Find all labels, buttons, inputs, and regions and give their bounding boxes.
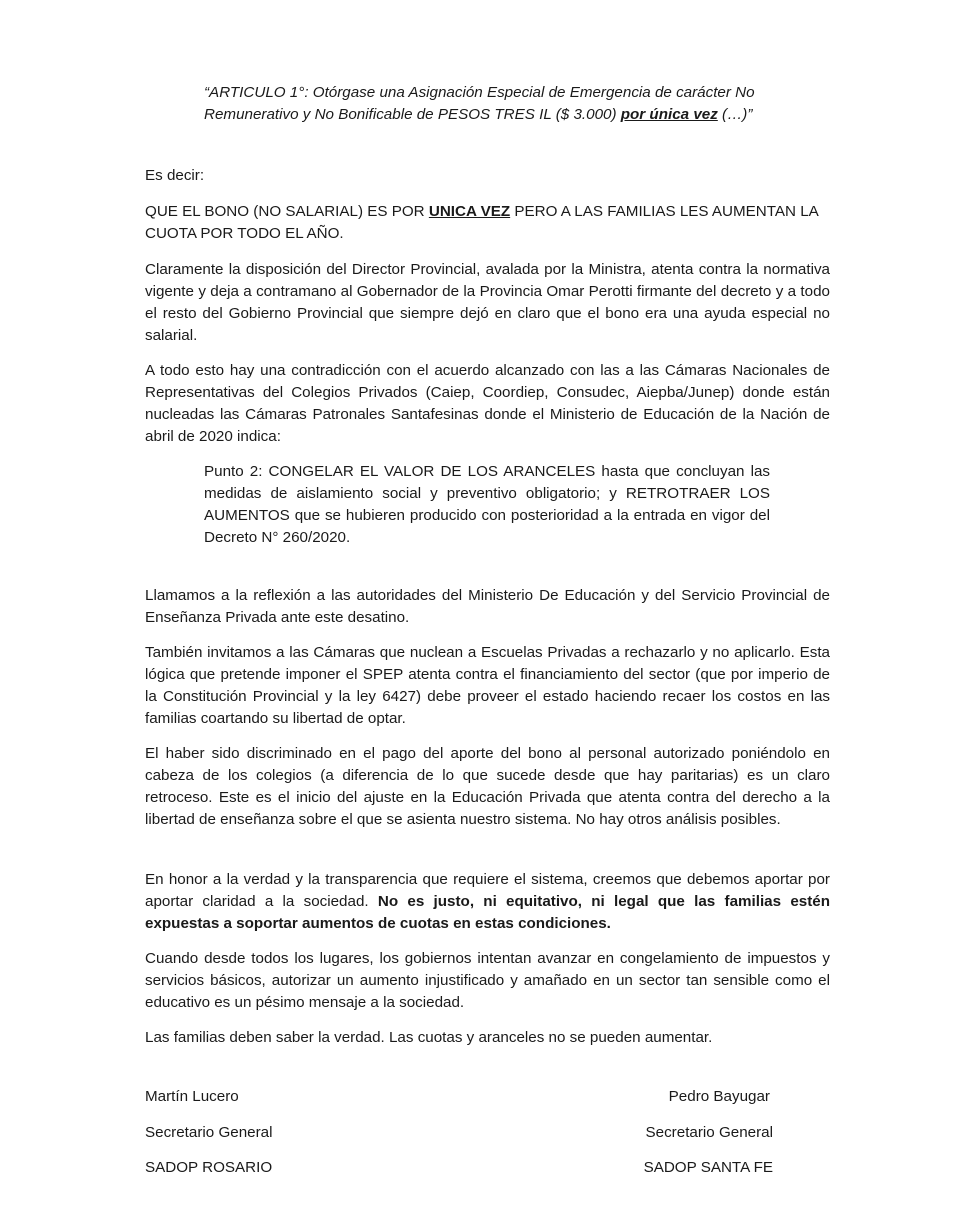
headline-after: PERO A LAS FAMILIAS LES AUMENTAN LA CUOTA POR TODO EL AÑO. <box>145 203 818 242</box>
signer-role-left: Secretario General <box>145 1124 273 1141</box>
paragraph-llamamos: Llamamos a la reflexión a las autoridades del Ministerio De Educación y del Servicio Provincial de Enseñanza Privada ante este desatino. <box>145 587 830 626</box>
punto-2-quote: Punto 2: CONGELAR EL VALOR DE LOS ARANCELES hasta que concluyan las medidas de aislamiento social y preventivo obligatorio; y RETROTRAER LOS AUMENTOS que se hubieren producido con posterioridad a la entrada en vigor del Decreto N° 260/2020. <box>204 463 770 546</box>
paragraph-tambien: También invitamos a las Cámaras que nuclean a Escuelas Privadas a rechazarlo y no aplicarlo. Esta lógica que pretende imponer el SPEP atenta contra el financiamiento del sector (que por imperio de la Constitución Provincial y la ley 6427) debe proveer el estado haciendo recaer los costos en las familias coartando su libertad de optar. <box>145 644 830 727</box>
signer-role-right: Secretario General <box>645 1124 773 1141</box>
paragraph-contradiccion: A todo esto hay una contradicción con el acuerdo alcanzado con las a las Cámaras Nacionales de Representativas del Colegios Privados (Caiep, Coordiep, Consudec, Aiepba/Junep) donde están nucleadas las Cámaras Patronales Santafesinas donde el Ministerio de Educación de la Nación de abril de 2020 indica: <box>145 362 830 445</box>
headline <box>145 201 830 245</box>
headline-emphasis: UNICA VEZ <box>428 203 511 220</box>
quote-tail: (…)” <box>717 106 753 123</box>
paragraph-discriminado: El haber sido discriminado en el pago del aporte del bono al personal autorizado poniéndolo en cabeza de los colegios (a diferencia de lo que sucede desde que hay paritarias) es un claro retroceso. Este es el inicio del ajuste en la Educación Privada que atenta contra del derecho a la libertad de enseñanza sobre el que se asienta nuestro sistema. No hay otros análisis posibles. <box>145 745 830 828</box>
es-decir: Es decir: <box>145 167 205 184</box>
paragraph-claramente: Claramente la disposición del Director Provincial, avalada por la Ministra, atenta contra la normativa vigente y deja a contramano al Gobernador de la Provincia Omar Perotti firmante del decreto y a todo el resto del Gobierno Provincial que siempre dejó en claro que el bono era una ayuda especial no salarial. <box>145 261 830 344</box>
closing-statement: Las familias deben saber la verdad. Las cuotas y aranceles no se pueden aumentar. <box>145 1029 713 1046</box>
honor-text: En honor a la verdad y la transparencia que requiere el sistema, creemos que debemos aportar por aportar claridad a la sociedad. <box>145 871 830 910</box>
signer-org-left: SADOP ROSARIO <box>145 1159 273 1176</box>
headline-before: QUE EL BONO (NO SALARIAL) ES POR <box>145 203 429 220</box>
signer-org-right: SADOP SANTA FE <box>643 1159 773 1176</box>
decree-quote <box>204 82 774 126</box>
quote-emphasis: por única vez <box>620 106 718 123</box>
paragraph-cuando: Cuando desde todos los lugares, los gobiernos intentan avanzar en congelamiento de impuestos y servicios básicos, autorizar un aumento injustificado y amañado en un sector tan sensible como el educativo es un pésimo mensaje a la sociedad. <box>145 950 830 1011</box>
honor-bold-text: No es justo, ni equitativo, ni legal que las familias estén expuestas a soportar aumentos de cuotas en estas condiciones. <box>145 893 831 932</box>
quote-text: “ARTICULO 1°: Otórgase una Asignación Especial de Emergencia de carácter No Remunerativo y No Bonificable de PESOS TRES IL ($ 3.000) <box>204 84 755 123</box>
paragraph-honor <box>145 869 830 935</box>
signer-name-left: Martín Lucero <box>145 1088 239 1105</box>
signer-name-right: Pedro Bayugar <box>668 1088 770 1105</box>
